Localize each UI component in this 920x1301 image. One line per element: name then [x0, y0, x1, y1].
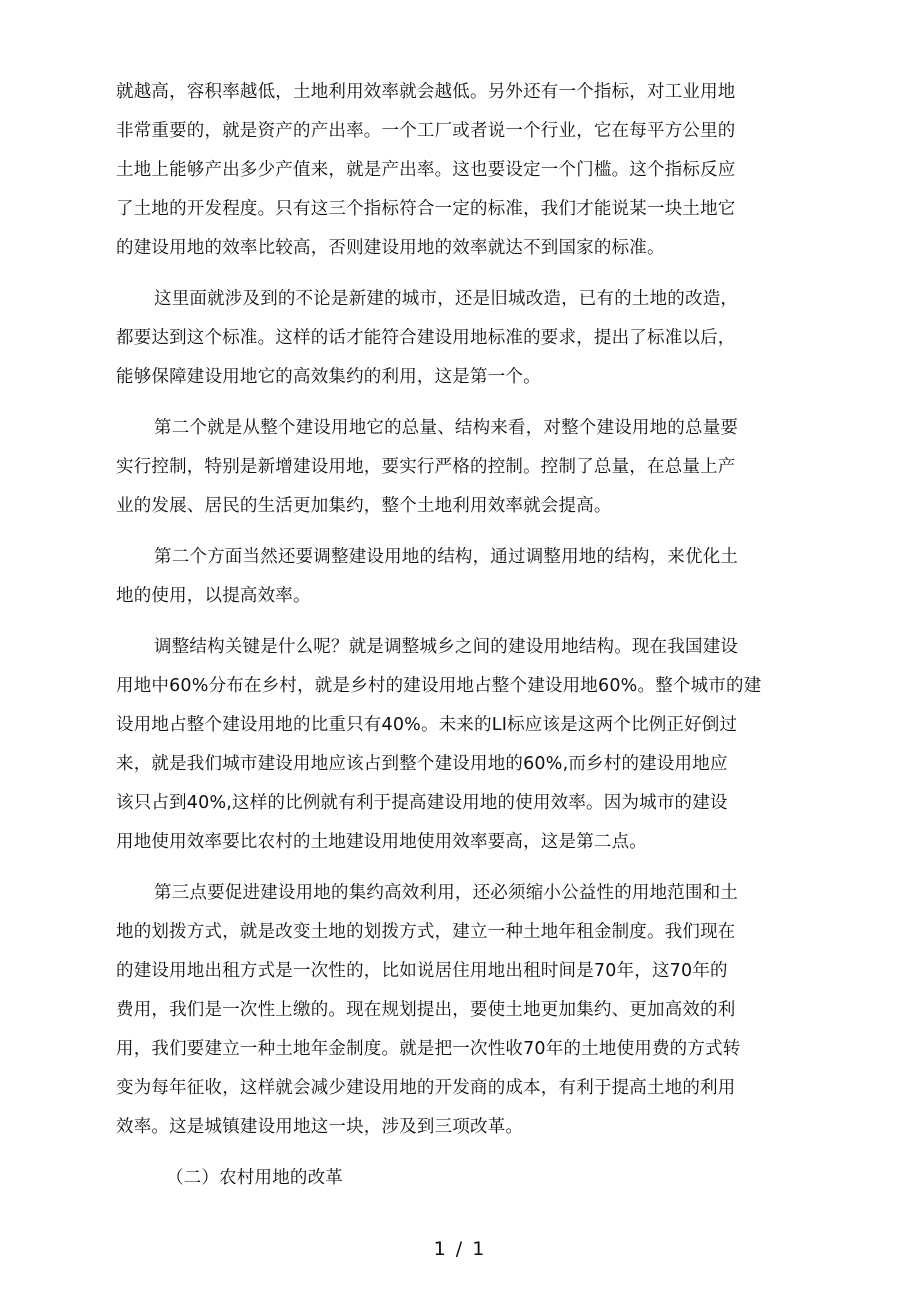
paragraph-2-line-2: 都要达到这个标准。这样的话才能符合建设用地标准的要求，提出了标准以后，	[116, 328, 736, 348]
paragraph-2-line-3: 能够保障建设用地它的高效集约的利用，这是第一个。	[116, 367, 541, 387]
paragraph-4-line-1: 第二个方面当然还要调整建设用地的结构，通过调整用地的结构，来优化土	[154, 547, 739, 567]
paragraph-6-line-4: 费用，我们是一次性上缴的。现在规划提出，要使土地更加集约、更加高效的利	[116, 1000, 736, 1020]
paragraph-5-line-3: 设用地占整个建设用地的比重只有40%。未来的LI标应该是这两个比例正好倒过	[116, 715, 738, 735]
paragraph-6-line-2: 地的划拨方式，就是改变土地的划拨方式，建立一种土地年租金制度。我们现在	[116, 922, 736, 942]
paragraph-5-line-2: 用地中60%分布在乡村，就是乡村的建设用地占整个建设用地60%。整个城市的建	[116, 676, 762, 696]
paragraph-3-line-3: 业的发展、居民的生活更加集约，整个土地利用效率就会提高。	[116, 496, 612, 516]
section-heading: （二）农村用地的改革	[166, 1168, 343, 1188]
paragraph-3-line-2: 实行控制，特别是新增建设用地，要实行严格的控制。控制了总量，在总量上产	[116, 457, 736, 477]
paragraph-6-line-7: 效率。这是城镇建设用地这一块，涉及到三项改革。	[116, 1117, 524, 1137]
paragraph-5-line-6: 用地使用效率要比农村的土地建设用地使用效率要高，这是第二点。	[116, 832, 647, 852]
paragraph-1-line-2: 非常重要的，就是资产的产出率。一个工厂或者说一个行业，它在每平方公里的	[116, 121, 736, 141]
paragraph-1-line-3: 土地上能够产出多少产值来，就是产出率。这也要设定一个门槛。这个指标反应	[116, 160, 736, 180]
paragraph-6-line-5: 用，我们要建立一种土地年金制度。就是把一次性收70年的土地使用费的方式转	[116, 1039, 741, 1059]
paragraph-5-line-1: 调整结构关键是什么呢？就是调整城乡之间的建设用地结构。现在我国建设	[154, 637, 739, 657]
paragraph-5-line-4: 来，就是我们城市建设用地应该占到整个建设用地的60%,而乡村的建设用地应	[116, 754, 728, 774]
paragraph-5-line-5: 该只占到40%,这样的比例就有利于提高建设用地的使用效率。因为城市的建设	[116, 793, 728, 813]
paragraph-1-line-1: 就越高，容积率越低，土地利用效率就会越低。另外还有一个指标，对工业用地	[116, 82, 736, 102]
paragraph-6-line-1: 第三点要促进建设用地的集约高效利用，还必须缩小公益性的用地范围和土	[154, 883, 739, 903]
paragraph-3-line-1: 第二个就是从整个建设用地它的总量、结构来看，对整个建设用地的总量要	[154, 418, 739, 438]
paragraph-1-line-4: 了土地的开发程度。只有这三个指标符合一定的标准，我们才能说某一块土地它	[116, 199, 736, 219]
paragraph-4-line-2: 地的使用，以提高效率。	[116, 586, 311, 606]
paragraph-6-line-6: 变为每年征收，这样就会减少建设用地的开发商的成本，有利于提高土地的利用	[116, 1078, 736, 1098]
paragraph-1-line-5: 的建设用地的效率比较高，否则建设用地的效率就达不到国家的标准。	[116, 238, 665, 258]
paragraph-2-line-1: 这里面就涉及到的不论是新建的城市，还是旧城改造，已有的土地的改造，	[154, 289, 739, 309]
paragraph-6-line-3: 的建设用地出租方式是一次性的，比如说居住用地出租时间是70年，这70年的	[116, 961, 728, 981]
page-number: 1 / 1	[433, 1238, 487, 1260]
